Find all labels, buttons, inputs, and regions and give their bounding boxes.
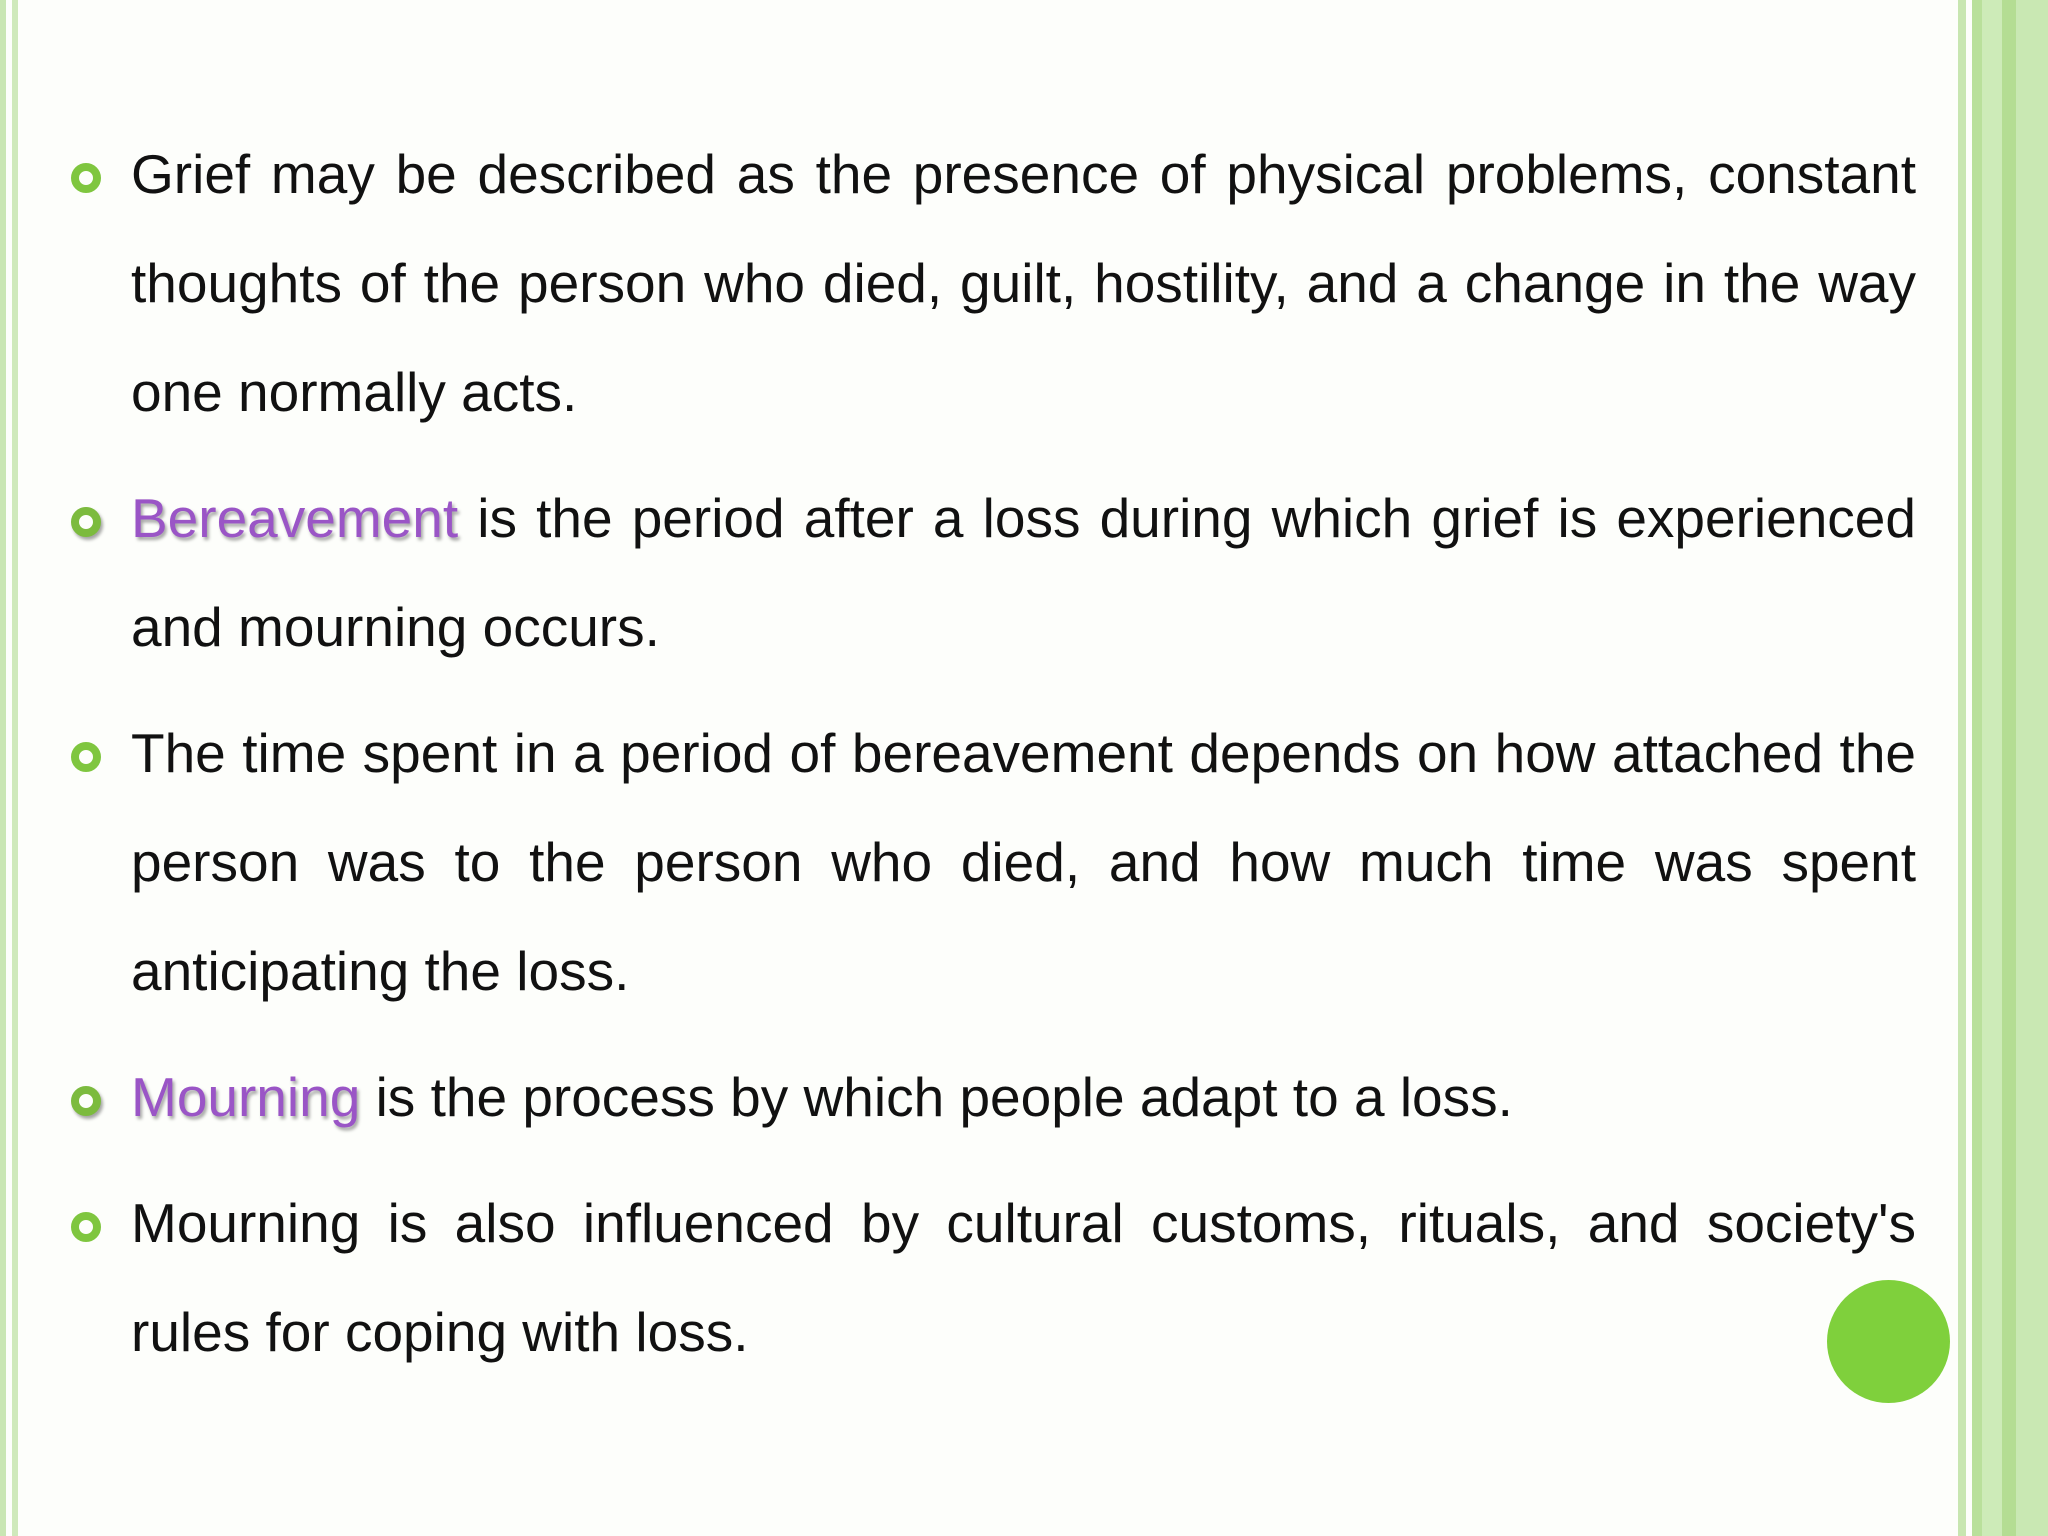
bullet-text: Mourning is also influenced by cultural customs, rituals, and society's rules for coping with loss. — [131, 1192, 1916, 1363]
right-border-stripe — [2002, 0, 2016, 1536]
bullet-text: The time spent in a period of bereavement depends on how attached the person was to the person who died, and how much time was spent anticipating the loss. — [131, 722, 1916, 1002]
bullet-item-grief — [66, 120, 1916, 447]
ring-bullet-icon — [71, 507, 101, 537]
bullet-text: Mourning is the process by which people adapt to a loss. — [131, 1066, 1513, 1128]
left-border-stripe-inner — [12, 0, 18, 1536]
bullet-item-bereavement — [66, 464, 1916, 682]
decorative-green-circle — [1827, 1280, 1950, 1403]
bullet-text: Bereavement is the period after a loss during which grief is experienced and mourning occurs. — [131, 487, 1916, 658]
bullet-item-cultural — [66, 1169, 1916, 1387]
right-border-stripe — [1972, 0, 1982, 1536]
bullet-text: Grief may be described as the presence of physical problems, constant thoughts of the person who died, guilt, hostility, and a change in the way one normally acts. — [131, 143, 1916, 423]
ring-bullet-icon — [71, 163, 101, 193]
term-bereavement: Bereavement — [131, 487, 459, 549]
ring-bullet-icon — [71, 1212, 101, 1242]
bullet-list — [66, 120, 1916, 1404]
right-border-stripe — [1958, 0, 1966, 1536]
ring-bullet-icon — [71, 742, 101, 772]
left-border-stripe — [0, 0, 6, 1536]
bullet-item-time-spent — [66, 699, 1916, 1026]
right-border-stripe — [2016, 0, 2048, 1536]
term-mourning: Mourning — [131, 1066, 361, 1128]
ring-bullet-icon — [71, 1086, 101, 1116]
bullet-item-mourning — [66, 1043, 1916, 1152]
right-border-stripe — [1982, 0, 2002, 1536]
